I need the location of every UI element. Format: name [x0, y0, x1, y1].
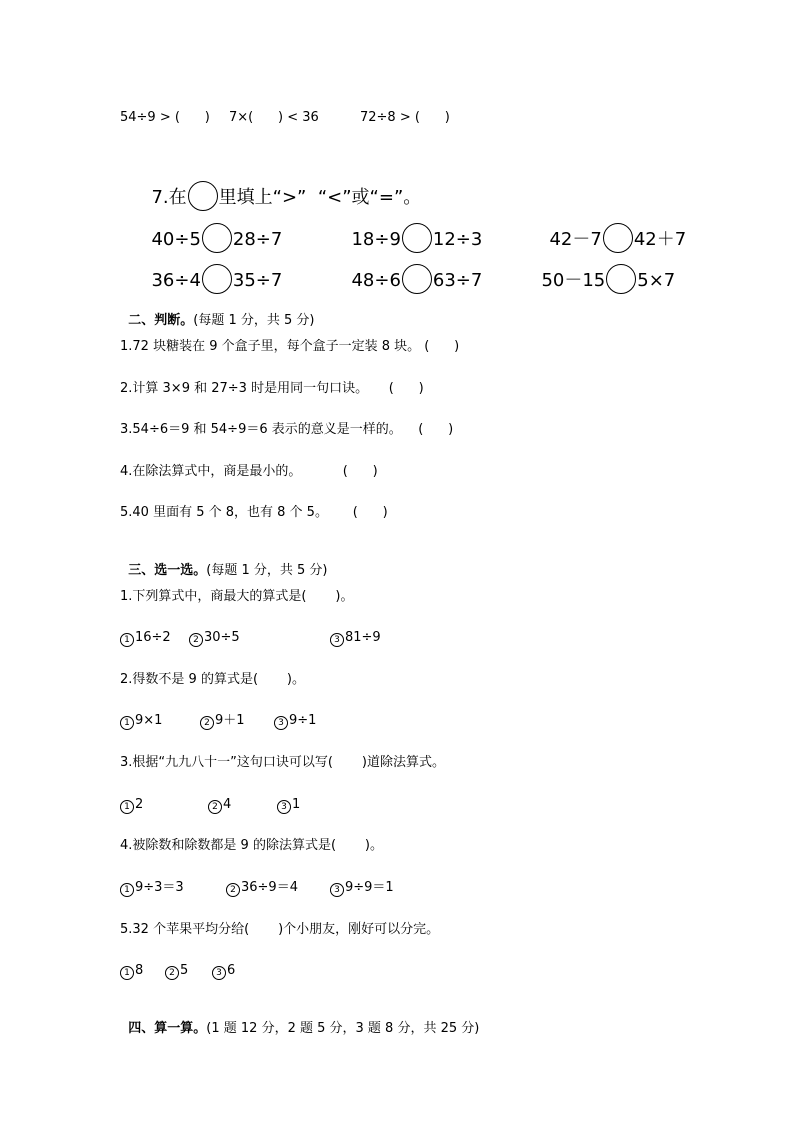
option-text: 9＋1: [215, 713, 245, 728]
option-number-icon: 1: [120, 633, 134, 647]
choice-option[interactable]: [277, 797, 300, 814]
compare-right: 12÷3: [432, 229, 483, 250]
judge-item-4: 4.在除法算式中，商是最小的。 ( ): [120, 464, 378, 479]
option-text: 8: [135, 963, 144, 978]
option-text: 9÷9＝1: [345, 880, 394, 895]
choice-question-5: 5.32 个苹果平均分给( )个小朋友，刚好可以分完。: [120, 922, 440, 937]
option-number-icon: 2: [208, 800, 222, 814]
section4-title: 四、算一算。: [128, 1021, 207, 1036]
section2-title: 二、判断。: [128, 313, 194, 328]
choice-option[interactable]: [189, 630, 240, 647]
top-compare-2: 7×( ) < 36: [229, 110, 319, 125]
answer-circle[interactable]: [606, 264, 636, 294]
choice-option[interactable]: [165, 963, 188, 980]
option-number-icon: 2: [226, 883, 240, 897]
choice-option[interactable]: [120, 963, 143, 980]
section4-heading: [120, 1005, 479, 1037]
option-text: 30÷5: [204, 630, 240, 645]
q7-suffix: 里填上“>” “<”或“=”。: [218, 187, 422, 208]
choice-option[interactable]: [120, 797, 143, 814]
choice-option[interactable]: [330, 880, 394, 897]
compare-left: 18÷9: [351, 229, 401, 250]
choice-option[interactable]: [120, 880, 184, 897]
option-number-icon: 1: [120, 883, 134, 897]
compare-left: 48÷6: [351, 270, 401, 291]
compare-right: 63÷7: [432, 270, 483, 291]
option-text: 1: [292, 797, 301, 812]
compare-left: 50－15: [541, 270, 606, 291]
top-compare-1: 54÷9 > ( ): [120, 110, 210, 125]
choice-option[interactable]: [208, 797, 231, 814]
option-text: 5: [180, 963, 189, 978]
option-number-icon: 3: [277, 800, 291, 814]
choice-option[interactable]: [200, 713, 245, 730]
section4-note: (1 题 12 分，2 题 5 分，3 题 8 分，共 25 分): [206, 1021, 480, 1036]
section3-title: 三、选一选。: [128, 563, 207, 578]
compare-item: [340, 242, 482, 294]
choice-question-3: 3.根据“九九八十一”这句口诀可以写( )道除法算式。: [120, 755, 445, 770]
compare-item: [530, 242, 675, 294]
choice-question-4: 4.被除数和除数都是 9 的除法算式是( )。: [120, 838, 384, 853]
option-number-icon: 2: [200, 716, 214, 730]
option-number-icon: 1: [120, 800, 134, 814]
compare-item: [140, 242, 282, 294]
choice-option[interactable]: [274, 713, 316, 730]
option-text: 36÷9＝4: [241, 880, 298, 895]
compare-left: 36÷4: [151, 270, 201, 291]
compare-right: 42＋7: [633, 229, 687, 250]
option-number-icon: 3: [274, 716, 288, 730]
option-text: 81÷9: [345, 630, 381, 645]
choice-option[interactable]: [212, 963, 235, 980]
option-number-icon: 3: [212, 966, 226, 980]
compare-right: 35÷7: [232, 270, 283, 291]
choice-option[interactable]: [226, 880, 298, 897]
judge-item-1: 1.72 块糖装在 9 个盒子里，每个盒子一定装 8 块。 ( ): [120, 339, 460, 354]
section2-note: (每题 1 分，共 5 分): [193, 313, 315, 328]
option-text: 9×1: [135, 713, 163, 728]
option-text: 16÷2: [135, 630, 171, 645]
option-number-icon: 1: [120, 966, 134, 980]
compare-left: 42－7: [549, 229, 602, 250]
option-number-icon: 1: [120, 716, 134, 730]
judge-item-2: 2.计算 3×9 和 27÷3 时是用同一句口诀。 ( ): [120, 381, 424, 396]
q7-prefix: 7.在: [151, 187, 187, 208]
option-text: 2: [135, 797, 144, 812]
option-number-icon: 3: [330, 883, 344, 897]
compare-right: 5×7: [637, 270, 676, 291]
top-compare-3: 72÷8 > ( ): [360, 110, 450, 125]
section2-heading: [120, 297, 315, 329]
section3-note: (每题 1 分，共 5 分): [206, 563, 328, 578]
option-number-icon: 2: [165, 966, 179, 980]
option-number-icon: 3: [330, 633, 344, 647]
option-text: 9÷1: [289, 713, 317, 728]
answer-circle[interactable]: [402, 264, 432, 294]
choice-option[interactable]: [120, 630, 171, 647]
section3-heading: [120, 547, 328, 579]
option-text: 9÷3＝3: [135, 880, 184, 895]
compare-right: 28÷7: [232, 229, 283, 250]
choice-option[interactable]: [330, 630, 381, 647]
judge-item-3: 3.54÷6＝9 和 54÷9＝6 表示的意义是一样的。 ( ): [120, 422, 454, 437]
answer-circle[interactable]: [202, 264, 232, 294]
choice-question-1: 1.下列算式中，商最大的算式是( )。: [120, 589, 354, 604]
option-text: 6: [227, 963, 236, 978]
choice-option[interactable]: [120, 713, 162, 730]
option-text: 4: [223, 797, 232, 812]
option-number-icon: 2: [189, 633, 203, 647]
choice-question-2: 2.得数不是 9 的算式是( )。: [120, 672, 306, 687]
judge-item-5: 5.40 里面有 5 个 8，也有 8 个 5。 ( ): [120, 505, 388, 520]
compare-left: 40÷5: [151, 229, 201, 250]
